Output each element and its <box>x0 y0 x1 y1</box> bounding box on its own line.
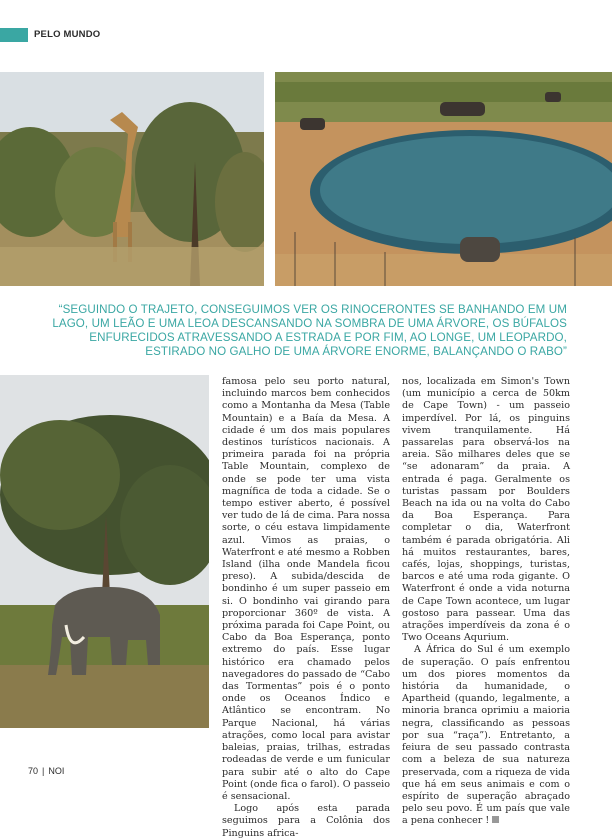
pull-quote: “SEGUINDO O TRAJETO, CONSEGUIMOS VER OS RINOCERONTES SE BANHANDO EM UM LAGO, UM LEÃO E UMA LEOA DESCANSANDO NA SOMBRA DE UMA ÁRVORE, OS BÚFALOS ENFURECIDOS ATRAVESSANDO A ESTRADA E POR FIM, AO LONGE, UM LEOPARDO, ESTIRADO NO GALHO DE UMA ÁRVORE ENORME, BALANÇANDO O RABO” <box>52 303 567 358</box>
page-footer <box>28 766 64 776</box>
elephant-photo <box>0 375 209 728</box>
paragraph-final <box>402 644 570 827</box>
section-accent-bar <box>0 28 28 42</box>
page-number: 70 <box>28 766 39 776</box>
giraffe-photo <box>0 72 264 286</box>
paragraph: nos, localizada em Simon's Town (um município a cerca de 50km de Cape Town) - um passeio imperdível. Por lá, os pinguins vivem tranquilamente. Há passarelas para observá-los na areia. São milhares deles que se “se adonaram” da praia. A entrada é paga. Geralmente os turistas passam por Boulders Beach na ida ou na volta do Cabo da Boa Esperança. Para completar o dia, Waterfront também é parada obrigatória. Ali há muitos restaurantes, bares, cafés, lojas, shoppings, turistas, barcos e até uma roda gigante. O Waterfront é onde a vida noturna de Cape Town acontece, um lugar gostoso para passear. Uma das atrações imperdíveis da zona é o Two Oceans Aqurium. <box>402 376 570 644</box>
article-column-2 <box>402 376 570 828</box>
paragraph-text: A África do Sul é um exemplo de superação. O país enfrentou um dos piores momentos da história da humanidade, o Apartheid (quando, legalmente, a minoria branca oprimiu a maioria negra, classificando as pessoas por sua “raça”). Entretanto, a feiura de seu passado contrasta com a beleza de sua natureza preservada, com a riqueza de vida que há em seus animais e com o espírito de superação abraçado pelo seu povo. É um país que vale a pena conhecer ! <box>402 644 570 827</box>
magazine-name: NOI <box>48 766 65 776</box>
paragraph: famosa pelo seu porto natural, incluindo marcos bem conhecidos como a Montanha da Mesa (Table Mountain) e a Baía da Mesa. A cidade é um dos mais populares destinos turísticos nacionais. A primeira parada foi na própria Table Mountain, complexo de onde se pode ter uma vista magnífica de toda a cidade. Se o tempo estiver aberto, é possível ver tudo de lá de cima. Para nossa sorte, o céu estava limpidamente azul. Vimos as praias, o Waterfront e até mesmo a Robben Island (ilha onde Mandela ficou preso). A subida/descida de bondinho é um super passeio em si. O bondinho vai girando para proporcionar 360º de vista. A próxima parada foi Cape Point, ou Cabo da Boa Esperança, ponto extremo do país. Esse lugar histórico era chamado pelos navegadores do passado de “Cabo das Tormentas” pois é o ponto onde os Oceanos Índico e Atlântico se encontram. No Parque Nacional, há várias atrações, como local para avistar baleias, praias, trilhas, estradas rodeadas de verde e um funicular para subir até o alto do Cape Point (onde fica o farol). O passeio é sensacional. <box>222 376 390 802</box>
paragraph: Logo após esta parada seguimos para a Colônia dos Pinguins africa- <box>222 803 390 839</box>
lake-rhinos-photo <box>275 72 612 286</box>
footer-separator: | <box>42 766 45 776</box>
end-of-article-icon <box>492 816 499 823</box>
section-label: PELO MUNDO <box>34 29 101 40</box>
article-column-1 <box>222 376 390 840</box>
